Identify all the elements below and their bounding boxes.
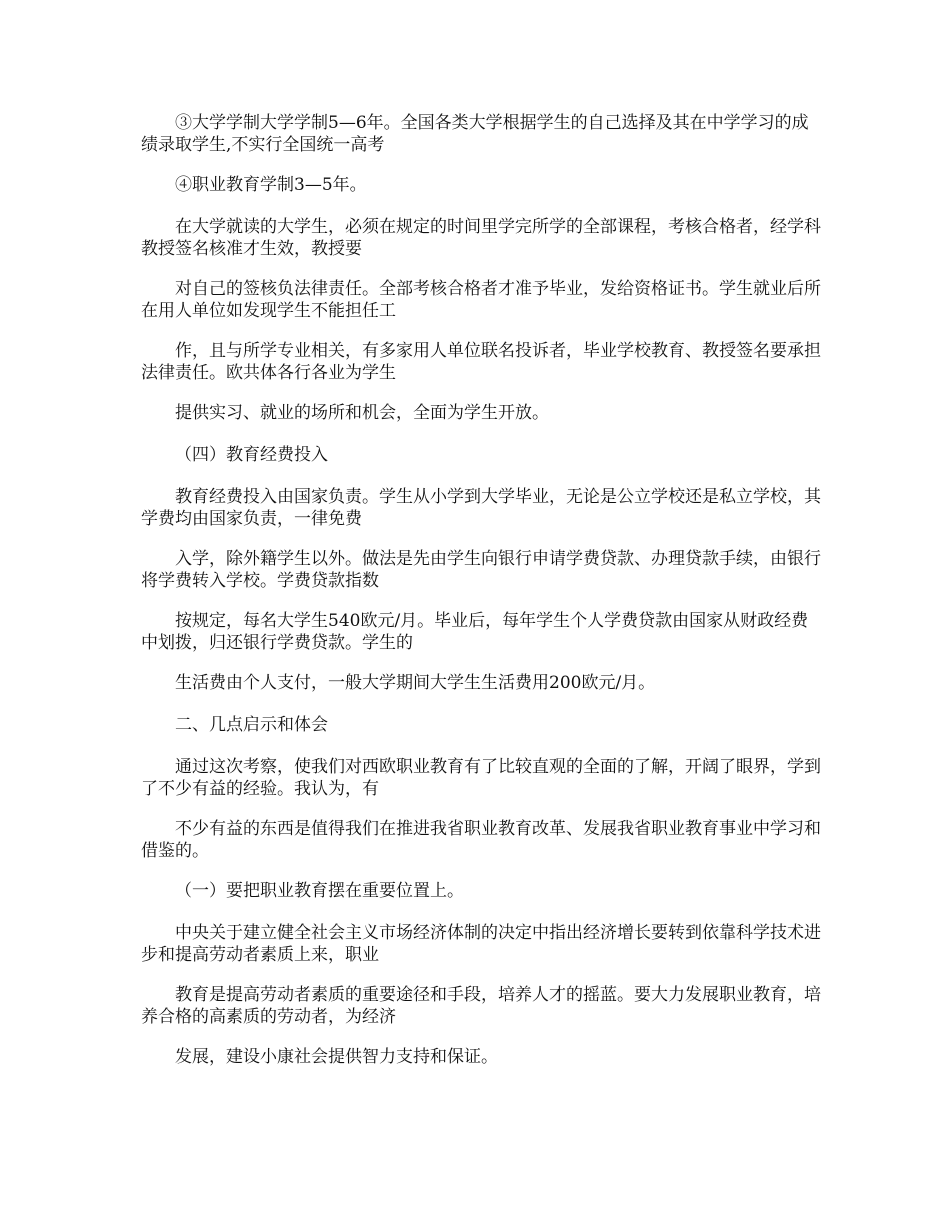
paragraph-course-completion: 在大学就读的大学生，必须在规定的时间里学完所学的全部课程，考核合格者，经学科教授签名核准才生效，教授要	[141, 217, 821, 259]
paragraph-vocational-duration: ④职业教育学制3—5年。	[175, 175, 367, 195]
paragraph-employer-complaints: 作，且与所学专业相关，有多家用人单位联名投诉者，毕业学校教育、教授签名要承担法律责任。欧共体各行各业为学生	[141, 341, 821, 383]
paragraph-legal-responsibility: 对自己的签核负法律责任。全部考核合格者才准予毕业，发给资格证书。学生就业后所在用人单位如发现学生不能担任工	[141, 279, 821, 321]
paragraph-development-support: 发展，建设小康社会提供智力支持和保证。	[175, 1047, 498, 1067]
section-heading-priority: （一）要把职业教育摆在重要位置上。	[175, 881, 464, 901]
paragraph-living-expenses: 生活费由个人支付，一般大学期间大学生生活费用200欧元/月。	[175, 673, 656, 693]
paragraph-tuition-loans: 入学，除外籍学生以外。做法是先由学生向银行申请学费贷款、办理贷款手续，由银行将学费转入学校。学费贷款指数	[141, 549, 821, 591]
paragraph-university-duration: ③大学学制大学学制5—6年。全国各类大学根据学生的自己选择及其在中学学习的成绩录取学生,不实行全国统一高考	[141, 113, 809, 155]
paragraph-inspection-summary: 通过这次考察，使我们对西欧职业教育有了比较直观的全面的了解，开阔了眼界，学到了不少有益的经验。我认为，有	[141, 757, 821, 799]
paragraph-central-decision: 中央关于建立健全社会主义市场经济体制的决定中指出经济增长要转到依靠科学技术进步和提高劳动者素质上来，职业	[141, 923, 821, 965]
paragraph-education-importance: 教育是提高劳动者素质的重要途径和手段，培养人才的摇蓝。要大力发展职业教育，培养合格的高素质的劳动者，为经济	[141, 985, 821, 1027]
paragraph-lessons-learned: 不少有益的东西是值得我们在推进我省职业教育改革、发展我省职业教育事业中学习和借鉴的。	[141, 819, 821, 861]
document-body	[141, 112, 821, 1088]
paragraph-state-funding: 教育经费投入由国家负责。学生从小学到大学毕业，无论是公立学校还是私立学校，其学费均由国家负责，一律免费	[141, 487, 821, 529]
section-heading-education-funding: （四）教育经费投入	[175, 445, 328, 465]
section-heading-insights: 二、几点启示和体会	[175, 715, 328, 735]
paragraph-internship-opportunities: 提供实习、就业的场所和机会，全面为学生开放。	[175, 403, 549, 423]
paragraph-loan-amount: 按规定，每名大学生540欧元/月。毕业后，每年学生个人学费贷款由国家从财政经费中划拨，归还银行学费贷款。学生的	[141, 611, 809, 653]
